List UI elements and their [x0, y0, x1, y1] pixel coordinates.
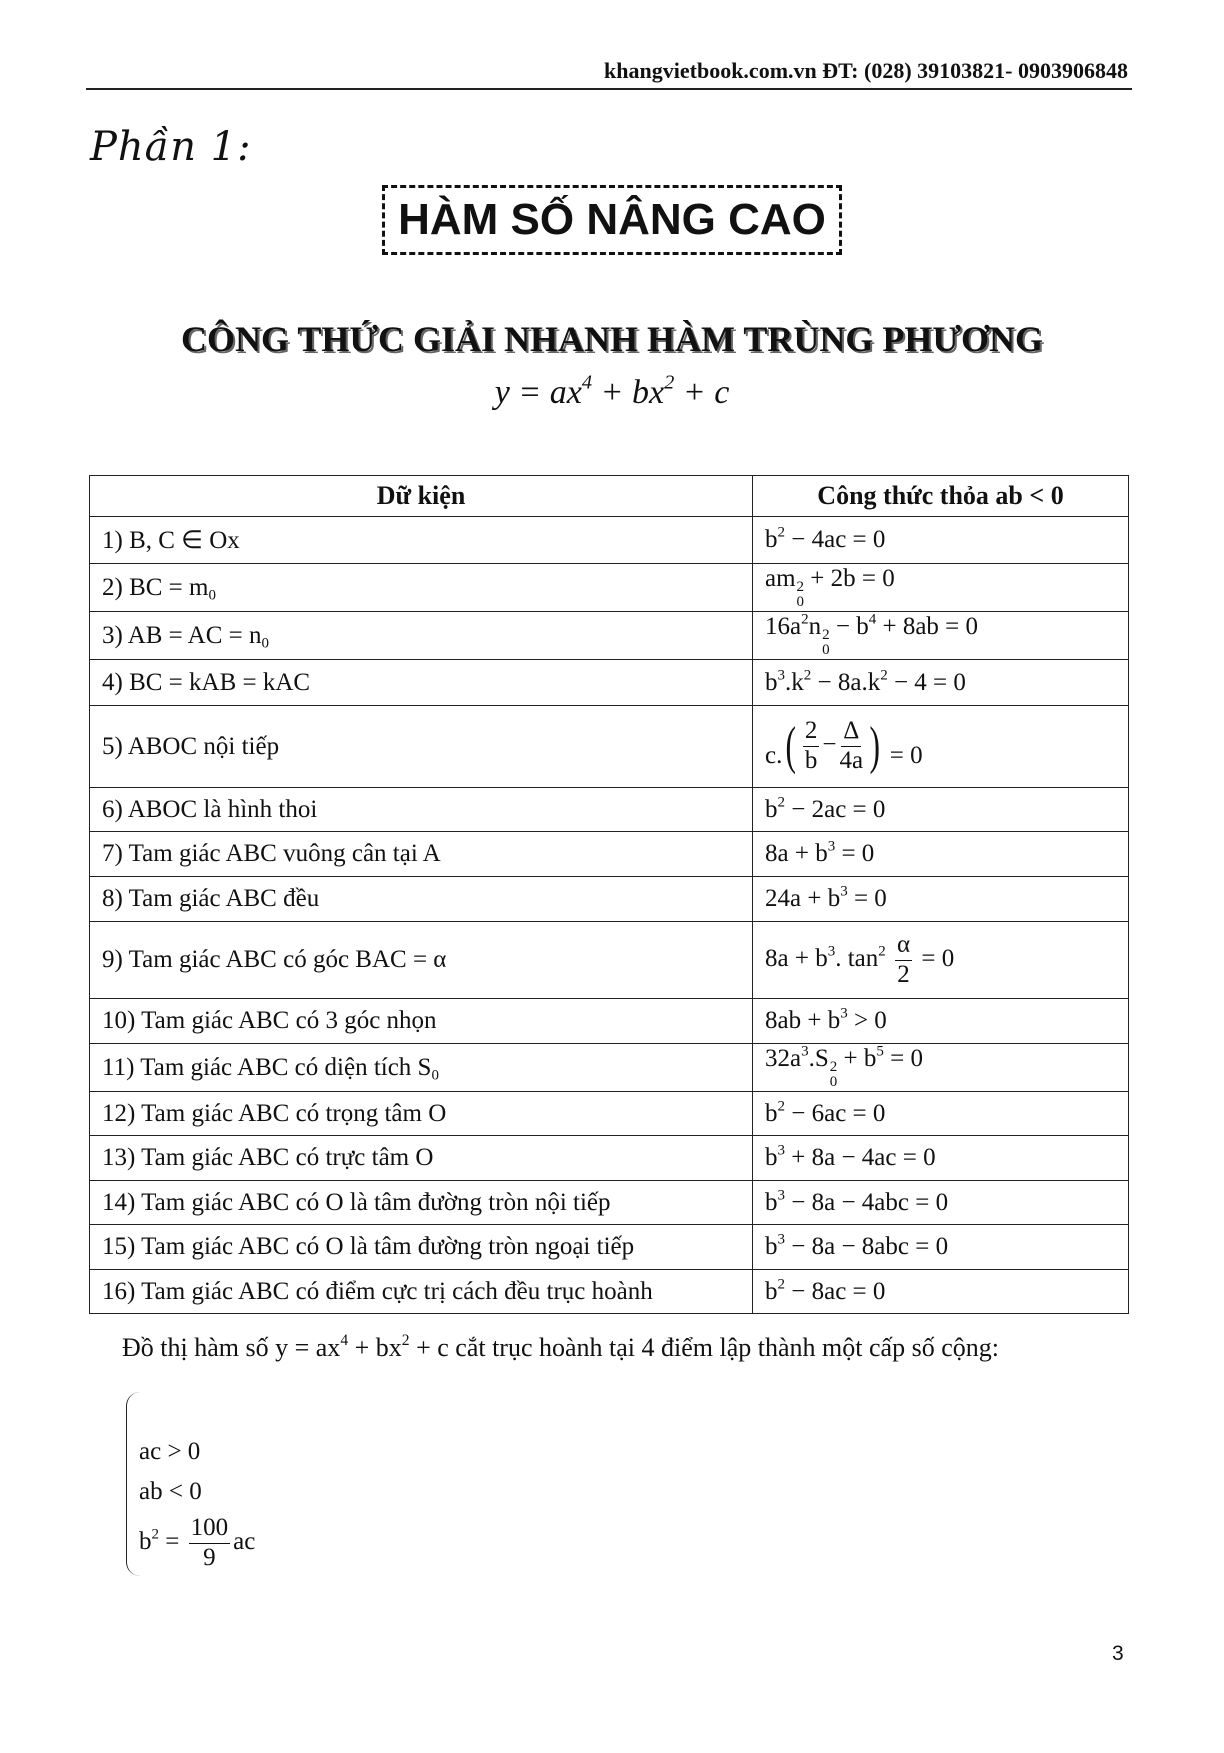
- left-paren: (: [785, 717, 797, 776]
- math-text: 4) BC = kAB = kAC: [102, 668, 311, 696]
- math-text: b: [765, 1188, 778, 1216]
- superscript: 3: [827, 838, 836, 855]
- math-text: + c cắt trục hoành tại 4 điểm lập thành một cấp số cộng:: [409, 1333, 999, 1362]
- table-row: [90, 1092, 1129, 1136]
- table-header-row: [90, 476, 1129, 517]
- formula-cell: [753, 877, 1129, 922]
- superscript: 2: [803, 667, 812, 683]
- fraction: [895, 931, 912, 990]
- superscript: 3: [777, 1187, 785, 1203]
- denominator: 9: [203, 1543, 216, 1571]
- superscript: 3: [801, 1043, 809, 1060]
- table-row: [90, 877, 1129, 922]
- superscript: 3: [777, 1231, 785, 1248]
- formula-cell: [753, 832, 1129, 877]
- math-text: 14) Tam giác ABC có O là tâm đường tròn nội tiếp: [102, 1188, 611, 1216]
- superscript: 4: [868, 611, 877, 628]
- header-contact: khangvietbook.com.vn ĐT: (028) 39103821- 0903906848: [604, 58, 1128, 83]
- table-row: [90, 1270, 1129, 1314]
- formula-cell: [753, 706, 1129, 788]
- formula-cell: [753, 1181, 1129, 1225]
- math-text: b: [765, 1277, 778, 1305]
- column-header-formula: Công thức thỏa ab < 0: [753, 476, 1129, 517]
- condition-cell: [90, 1225, 753, 1270]
- math-text: ac: [233, 1528, 256, 1555]
- math-text: − b: [829, 613, 869, 641]
- formula-cell: [753, 660, 1129, 706]
- condition-cell: [90, 922, 753, 999]
- superscript: 2: [829, 1058, 838, 1075]
- condition-cell: [90, 660, 753, 706]
- denominator: 4a: [839, 747, 864, 774]
- math-text: 12) Tam giác ABC có trọng tâm O: [102, 1099, 447, 1127]
- group-content: [800, 717, 866, 776]
- system-line: [139, 1472, 255, 1512]
- math-text: + 8a − 4ac = 0: [785, 1144, 936, 1171]
- math-text: − 8a.k: [811, 668, 881, 696]
- math-text: 8a + b: [765, 944, 828, 972]
- math-text: − 8ac = 0: [785, 1277, 886, 1305]
- denominator: b: [804, 747, 818, 774]
- chapter-title-box: [382, 185, 842, 255]
- math-text: b: [139, 1528, 152, 1555]
- math-text: b: [765, 526, 778, 553]
- math-text: b: [765, 668, 778, 696]
- formula-cell: [753, 1270, 1129, 1314]
- superscript: 2: [777, 1276, 785, 1292]
- condition-cell: [90, 1092, 753, 1136]
- formula-cell: [753, 999, 1129, 1044]
- formula-cell: [753, 612, 1129, 660]
- math-text: − 8a − 8abc = 0: [785, 1233, 949, 1260]
- chapter-title: HÀM SỐ NÂNG CAO: [398, 195, 826, 244]
- math-text: b: [765, 1233, 778, 1260]
- math-text: − 8a − 4abc = 0: [785, 1188, 949, 1216]
- table-body: [90, 517, 1129, 1314]
- subscript: 0: [261, 635, 269, 651]
- condition-cell: [90, 788, 753, 832]
- sup-sub: [822, 628, 830, 658]
- right-paren: ): [869, 717, 881, 776]
- math-text: + bx: [592, 374, 665, 411]
- condition-cell: [90, 706, 753, 788]
- math-text: 3) AB = AC = n: [102, 621, 262, 649]
- table-row: [90, 832, 1129, 877]
- math-text: c.: [765, 742, 783, 770]
- subscript: 0: [431, 1067, 439, 1083]
- formula-cell: [753, 922, 1129, 999]
- table-row: [90, 1044, 1129, 1092]
- math-text: 32a: [765, 1045, 802, 1073]
- formula-cell: [753, 1225, 1129, 1270]
- fraction: [839, 717, 863, 776]
- math-text: −: [822, 731, 837, 759]
- condition-system: [126, 1392, 255, 1576]
- table-row: [90, 1225, 1129, 1270]
- table-row: [90, 1181, 1129, 1225]
- math-text: b: [765, 1099, 778, 1127]
- math-text: = 0: [915, 944, 955, 972]
- math-text: 7) Tam giác ABC vuông cân tại A: [102, 840, 441, 867]
- subscript: 0: [822, 641, 830, 658]
- formula-cell: [753, 517, 1129, 564]
- math-text: = 0: [883, 1045, 923, 1073]
- denominator: 2: [897, 960, 910, 988]
- condition-cell: [90, 832, 753, 877]
- math-text: = 0: [835, 840, 875, 867]
- math-text: n: [808, 613, 822, 641]
- superscript: 2: [878, 943, 886, 960]
- formula-cell: [753, 564, 1129, 612]
- subscript: 0: [208, 587, 216, 603]
- part-label: Phần 1:: [90, 124, 252, 170]
- superscript: 3: [827, 943, 836, 960]
- math-text: ac > 0: [139, 1438, 201, 1465]
- math-text: [886, 945, 892, 972]
- math-text: 10) Tam giác ABC có 3 góc nhọn: [102, 1007, 437, 1034]
- table-row: [90, 1136, 1129, 1181]
- math-text: 15) Tam giác ABC có O là tâm đường tròn ngoại tiếp: [102, 1233, 635, 1260]
- math-text: . tan: [835, 944, 879, 972]
- math-text: + b: [837, 1045, 877, 1073]
- footnote-text: [122, 1333, 999, 1363]
- math-text: 8ab + b: [765, 1007, 841, 1034]
- superscript: 2: [880, 667, 888, 683]
- math-text: 8) Tam giác ABC đều: [102, 885, 320, 912]
- math-text: + c: [674, 374, 730, 411]
- subscript: 0: [796, 593, 805, 610]
- math-text: − 6ac = 0: [785, 1099, 886, 1127]
- system-line: [139, 1432, 255, 1472]
- formula-table: [89, 475, 1129, 1314]
- superscript: 2: [401, 1332, 410, 1350]
- sup-sub: [797, 580, 805, 610]
- formula-cell: [753, 788, 1129, 832]
- condition-cell: [90, 1136, 753, 1181]
- math-text: + 2b = 0: [804, 565, 895, 593]
- superscript: 2: [822, 626, 830, 643]
- superscript: 2: [801, 611, 809, 628]
- condition-cell: [90, 1044, 753, 1092]
- table-row: [90, 517, 1129, 564]
- math-text: 6) ABOC là hình thoi: [102, 795, 318, 823]
- superscript: 4: [340, 1332, 349, 1350]
- math-text: + 8ab = 0: [876, 613, 979, 641]
- math-text: 11) Tam giác ABC có diện tích S: [102, 1053, 432, 1081]
- superscript: 2: [777, 524, 785, 541]
- table-row: [90, 922, 1129, 999]
- math-text: 1) B, C ∈ Ox: [102, 527, 240, 554]
- math-text: ab < 0: [139, 1478, 202, 1505]
- math-text: − 4ac = 0: [785, 526, 886, 553]
- superscript: 2: [151, 1526, 159, 1543]
- main-equation: [0, 371, 1224, 412]
- math-text: + bx: [348, 1333, 402, 1362]
- page-header: [86, 58, 1132, 90]
- condition-cell: [90, 564, 753, 612]
- math-text: − 2ac = 0: [785, 795, 886, 823]
- numerator: 100: [189, 1514, 231, 1544]
- table-row: [90, 564, 1129, 612]
- formula-cell: [753, 1136, 1129, 1181]
- table-row: [90, 660, 1129, 706]
- superscript: 2: [796, 578, 805, 595]
- math-text: 8a + b: [765, 840, 828, 867]
- math-text: am: [765, 565, 796, 593]
- superscript: 2: [664, 371, 675, 394]
- superscript: 3: [840, 883, 848, 900]
- table-row: [90, 788, 1129, 832]
- math-text: > 0: [847, 1007, 887, 1034]
- math-text: 9) Tam giác ABC có góc BAC = α: [102, 946, 447, 973]
- superscript: 4: [581, 371, 593, 394]
- condition-cell: [90, 517, 753, 564]
- subscript: 0: [829, 1073, 838, 1090]
- math-text: y = ax: [494, 374, 582, 411]
- math-text: =: [159, 1528, 186, 1555]
- numerator: Δ: [841, 717, 861, 747]
- condition-cell: [90, 1270, 753, 1314]
- numerator: 2: [803, 717, 820, 747]
- section-title: CÔNG THỨC GIẢI NHANH HÀM TRÙNG PHƯƠNG: [180, 319, 1043, 359]
- superscript: 3: [777, 1142, 785, 1159]
- superscript: 5: [876, 1043, 884, 1060]
- table-row: [90, 999, 1129, 1044]
- table-row: [90, 612, 1129, 660]
- math-text: 16a: [765, 613, 802, 641]
- formula-cell: [753, 1044, 1129, 1092]
- math-text: = 0: [883, 742, 923, 770]
- column-header-condition: Dữ kiện: [90, 476, 753, 517]
- math-text: b: [765, 1144, 778, 1171]
- system-line: [139, 1512, 255, 1572]
- table-row: [90, 706, 1129, 788]
- superscript: 2: [777, 794, 785, 810]
- fraction: [803, 717, 820, 776]
- formula-cell: [753, 1092, 1129, 1136]
- superscript: 3: [840, 1005, 848, 1022]
- math-text: 16) Tam giác ABC có điểm cực trị cách đều trục hoành: [102, 1277, 653, 1305]
- math-text: 5) ABOC nội tiếp: [102, 732, 280, 760]
- math-text: .k: [785, 668, 804, 696]
- condition-cell: [90, 1181, 753, 1225]
- parenthesized-group: [782, 717, 883, 776]
- math-text: − 4 = 0: [887, 668, 966, 696]
- condition-cell: [90, 877, 753, 922]
- fraction: [189, 1514, 231, 1573]
- condition-cell: [90, 999, 753, 1044]
- math-text: .S: [808, 1045, 829, 1073]
- superscript: 2: [777, 1098, 785, 1114]
- condition-cell: [90, 612, 753, 660]
- math-text: b: [765, 795, 778, 823]
- numerator: α: [895, 931, 912, 961]
- math-text: = 0: [847, 885, 887, 912]
- math-text: 24a + b: [765, 885, 841, 912]
- page-number: 3: [1112, 1642, 1124, 1665]
- superscript: 3: [777, 667, 785, 683]
- math-text: 13) Tam giác ABC có trực tâm O: [102, 1144, 434, 1171]
- math-text: 2) BC = m: [102, 573, 209, 601]
- math-text: Đồ thị hàm số y = ax: [122, 1333, 341, 1362]
